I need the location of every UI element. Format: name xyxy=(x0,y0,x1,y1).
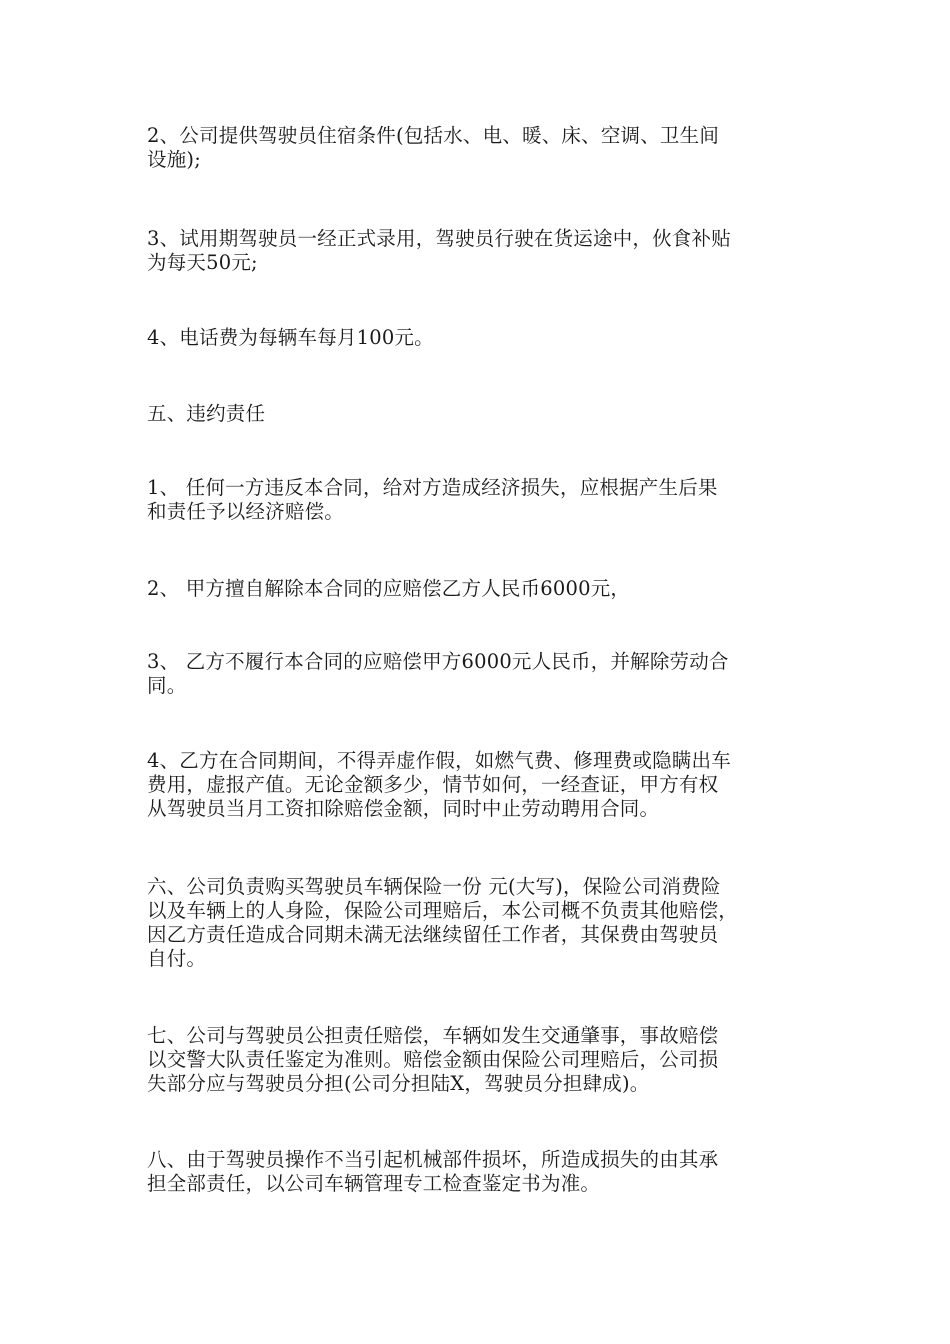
text-line: 以及车辆上的人身险，保险公司理赔后，本公司概不负责其他赔偿， xyxy=(147,899,739,922)
text-line: 1、 任何一方违反本合同，给对方造成经济损失，应根据产生后果 xyxy=(147,476,718,499)
text-line: 六、公司负责购买驾驶员车辆保险一份 元(大写)，保险公司消费险 xyxy=(147,875,721,898)
paragraph-breach-item-3 xyxy=(147,650,809,698)
text-line: 3、 乙方不履行本合同的应赔偿甲方6000元人民币，并解除劳动合 xyxy=(147,650,729,673)
paragraph-breach-item-1 xyxy=(147,476,809,524)
paragraph-item-3-meal-allowance xyxy=(147,227,809,275)
paragraph-section-six-insurance xyxy=(147,875,809,971)
text-line: 失部分应与驾驶员分担(公司分担陆X，驾驶员分担肆成)。 xyxy=(147,1072,650,1095)
text-line: 同。 xyxy=(147,674,187,697)
text-line: 八、由于驾驶员操作不当引起机械部件损坏，所造成损失的由其承 xyxy=(147,1148,719,1171)
text-line: 为每天50元; xyxy=(147,251,258,274)
text-line: 4、乙方在合同期间，不得弄虚作假，如燃气费、修理费或隐瞒出车 xyxy=(147,749,731,772)
paragraph-breach-item-4 xyxy=(147,749,809,821)
text-line: 担全部责任，以公司车辆管理专工检查鉴定书为准。 xyxy=(147,1172,601,1195)
text-line: 2、公司提供驾驶员住宿条件(包括水、电、暖、床、空调、卫生间 xyxy=(147,124,720,147)
text-line: 七、公司与驾驶员公担责任赔偿，车辆如发生交通肇事，事故赔偿 xyxy=(147,1024,719,1047)
paragraph-section-seven-liability-sharing xyxy=(147,1024,809,1096)
text-line: 以交警大队责任鉴定为准则。赔偿金额由保险公司理赔后，公司损 xyxy=(147,1048,719,1071)
text-line: 费用，虚报产值。无论金额多少，情节如何，一经查证，甲方有权 xyxy=(147,773,719,796)
text-line: 2、 甲方擅自解除本合同的应赔偿乙方人民币6000元， xyxy=(147,577,631,600)
text-line: 因乙方责任造成合同期未满无法继续留任工作者，其保费由驾驶员 xyxy=(147,923,719,946)
text-line: 和责任予以经济赔偿。 xyxy=(147,500,345,523)
text-line: 4、电话费为每辆车每月100元。 xyxy=(147,326,434,349)
text-line: 从驾驶员当月工资扣除赔偿金额，同时中止劳动聘用合同。 xyxy=(147,797,660,820)
text-line: 自付。 xyxy=(147,947,207,970)
text-line: 设施); xyxy=(147,148,201,171)
text-line: 3、试用期驾驶员一经正式录用，驾驶员行驶在货运途中，伙食补贴 xyxy=(147,227,731,250)
paragraph-section-eight-mechanical-damage xyxy=(147,1148,809,1196)
section-heading: 五、违约责任 xyxy=(147,402,266,425)
section-heading-breach-liability xyxy=(147,402,809,426)
paragraph-breach-item-2 xyxy=(147,577,809,601)
paragraph-item-2-accommodation xyxy=(147,124,809,172)
paragraph-item-4-phone-fee xyxy=(147,326,809,350)
